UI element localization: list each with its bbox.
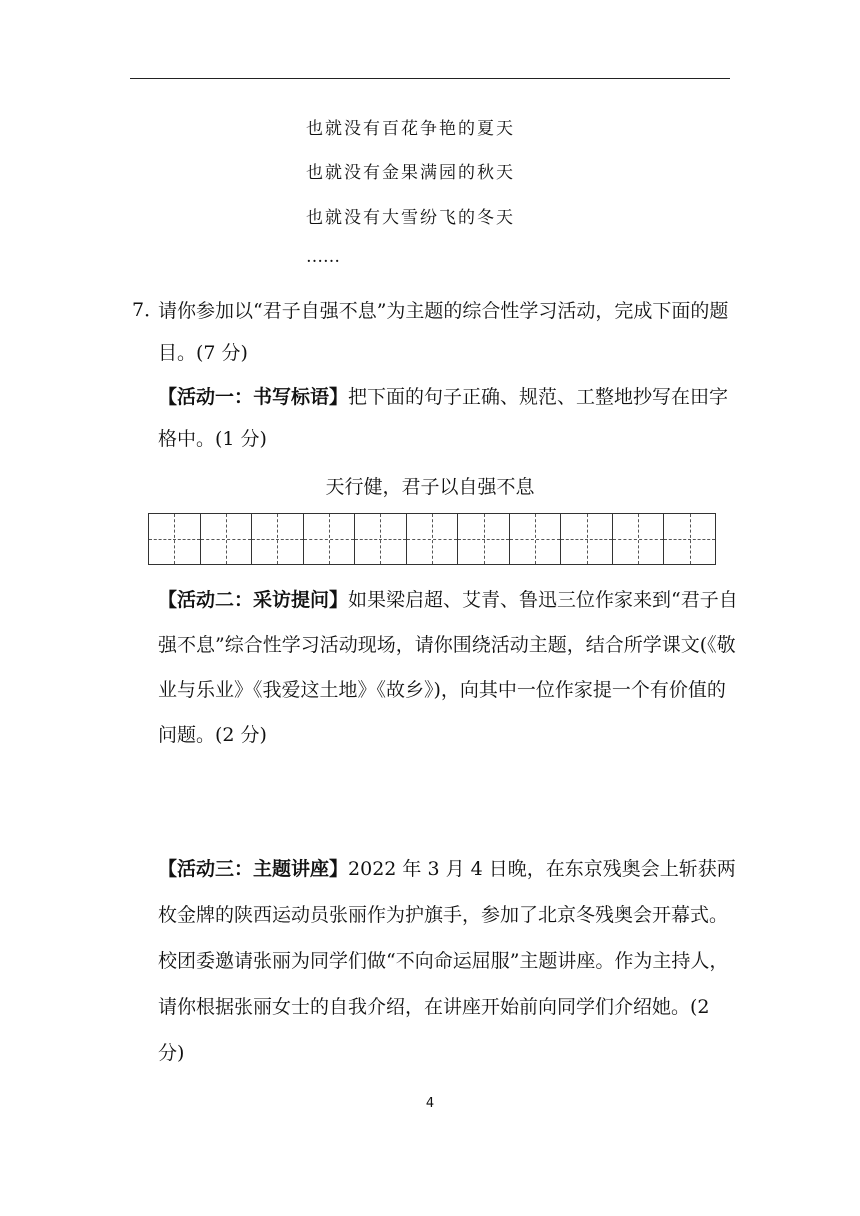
activity-3-text: 2022 年 3 月 4 日晚，在东京残奥会上斩获两枚金牌的陕西运动员张丽作为护旗手，参加了北京冬残奥会开幕式。校团委邀请张丽为同学们做“不向命运屈服”主题讲座。作为主持人，请你根据张丽女士的自我介绍，在讲座开始前向同学们介绍她。(2 分) xyxy=(158,858,736,1064)
activity-3 xyxy=(158,846,738,1076)
activity-3-label: 【活动三：主题讲座】 xyxy=(158,858,349,880)
grid-cell[interactable] xyxy=(664,514,715,564)
activity-1 xyxy=(158,376,738,460)
poem-ellipsis: …… xyxy=(306,247,340,267)
header-rule xyxy=(130,78,730,79)
grid-cell[interactable] xyxy=(407,514,459,564)
grid-cell[interactable] xyxy=(613,514,665,564)
question-number: 7． xyxy=(132,299,164,321)
grid-cell[interactable] xyxy=(458,514,510,564)
activity-2-label: 【活动二：采访提问】 xyxy=(158,589,349,611)
poem-line-1: 也就没有百花争艳的夏天 xyxy=(306,119,515,139)
grid-cell[interactable] xyxy=(149,514,201,564)
tianzige-grid[interactable] xyxy=(148,513,716,565)
activity-2 xyxy=(158,578,738,758)
grid-cell[interactable] xyxy=(355,514,407,564)
page-number: 4 xyxy=(425,1096,435,1111)
activity-1-text: 把下面的句子正确、规范、工整地抄写在田字格中。(1 分) xyxy=(158,386,729,450)
grid-cell[interactable] xyxy=(561,514,613,564)
activity-2-text: 如果梁启超、艾青、鲁迅三位作家来到“君子自强不息”综合性学习活动现场，请你围绕活动主题，结合所学课文(《敬业与乐业》《我爱这土地》《故乡》)，向其中一位作家提一个有价值的问题。(2 分) xyxy=(158,589,738,746)
grid-cell[interactable] xyxy=(304,514,356,564)
motto-text: 天行健，君子以自强不息 xyxy=(325,476,535,498)
poem-line-2: 也就没有金果满园的秋天 xyxy=(306,163,515,183)
question-intro: 请你参加以“君子自强不息”为主题的综合性学习活动，完成下面的题目。(7 分) xyxy=(158,300,729,364)
activity-1-label: 【活动一：书写标语】 xyxy=(158,386,349,408)
grid-cell[interactable] xyxy=(201,514,253,564)
grid-cell[interactable] xyxy=(510,514,562,564)
grid-cell[interactable] xyxy=(252,514,304,564)
poem-line-3: 也就没有大雪纷飞的冬天 xyxy=(306,208,515,228)
